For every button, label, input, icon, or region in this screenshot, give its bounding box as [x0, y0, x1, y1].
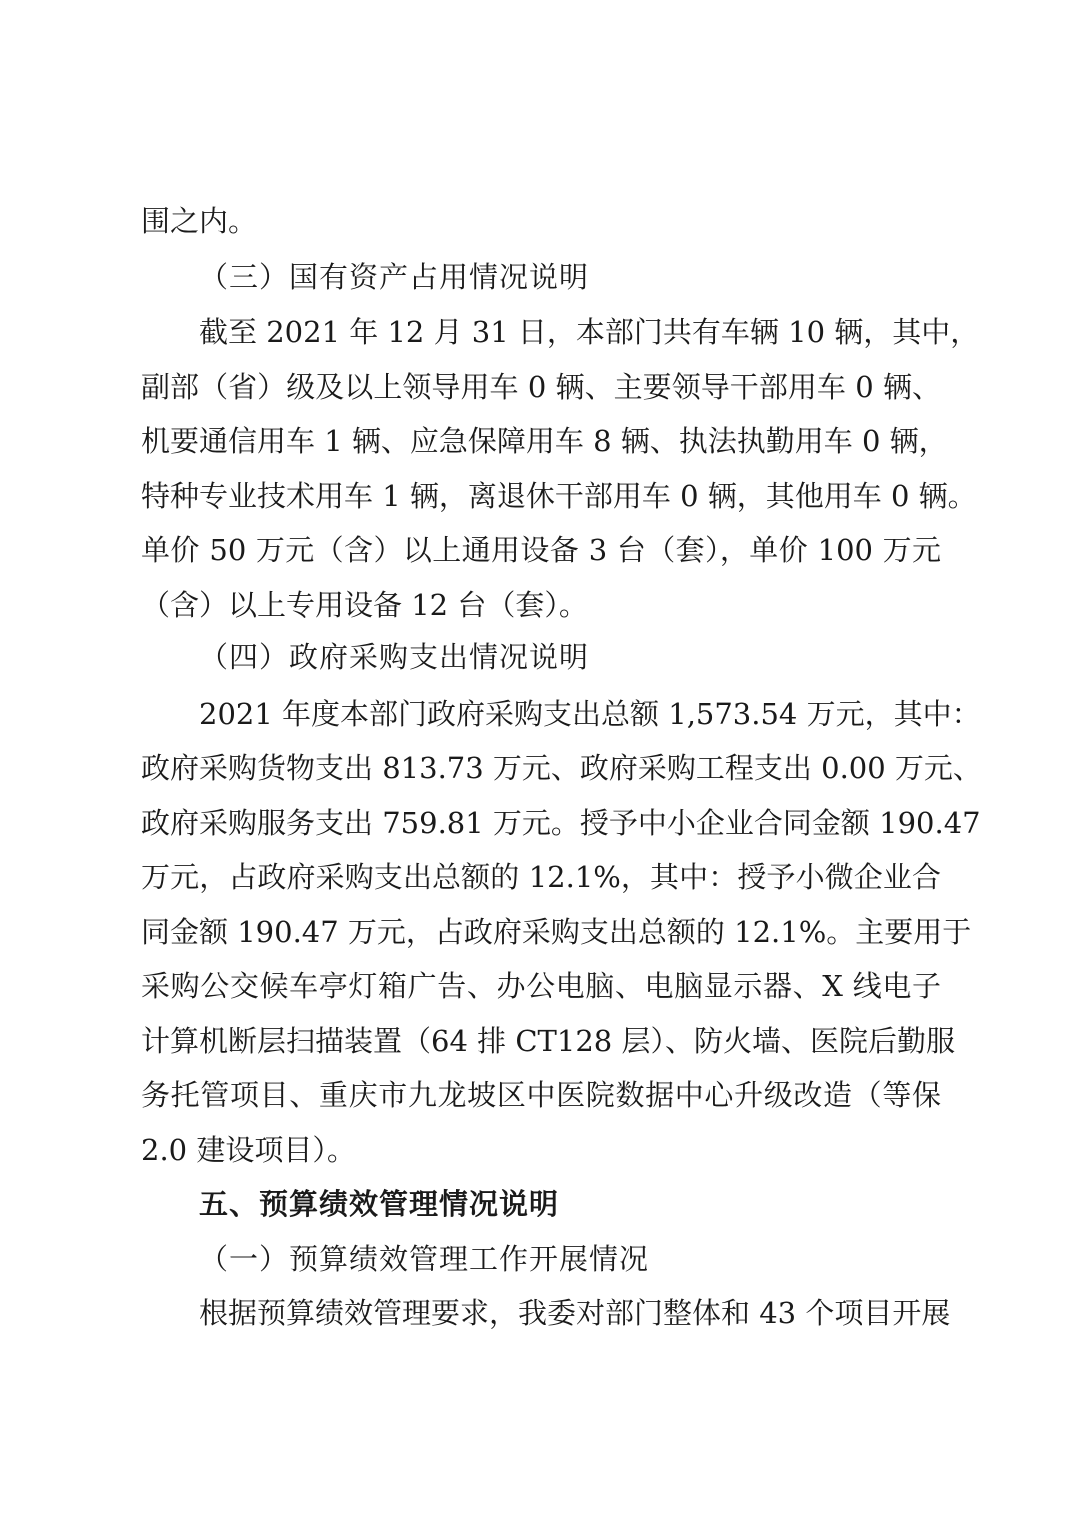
- section-heading: （一）预算绩效管理工作开展情况: [199, 1242, 650, 1276]
- body-text-line: 政府采购货物支出 813.73 万元、政府采购工程支出 0.00 万元、: [141, 751, 982, 785]
- body-text-line: 截至 2021 年 12 月 31 日，本部门共有车辆 10 辆，其中，: [199, 315, 980, 349]
- body-text-line: 围之内。: [141, 204, 258, 238]
- body-text-line: 根据预算绩效管理要求，我委对部门整体和 43 个项目开展: [199, 1296, 951, 1330]
- body-text-line: 万元，占政府采购支出总额的 12.1%，其中：授予小微企业合: [141, 860, 941, 894]
- body-text-line: 2.0 建设项目）。: [141, 1133, 356, 1167]
- body-text-line: 务托管项目、重庆市九龙坡区中医院数据中心升级改造（等保: [141, 1078, 941, 1112]
- chapter-heading: 五、预算绩效管理情况说明: [199, 1187, 560, 1221]
- body-text-line: 采购公交候车亭灯箱广告、办公电脑、电脑显示器、X 线电子: [141, 969, 941, 1003]
- body-text-line: （含）以上专用设备 12 台（套）。: [141, 588, 588, 622]
- body-text-line: 机要通信用车 1 辆、应急保障用车 8 辆、执法执勤用车 0 辆，: [141, 424, 948, 458]
- section-heading: （四）政府采购支出情况说明: [199, 640, 590, 674]
- body-text-line: 2021 年度本部门政府采购支出总额 1,573.54 万元，其中：: [199, 697, 981, 731]
- body-text-line: 计算机断层扫描装置（64 排 CT128 层）、防火墙、医院后勤服: [141, 1024, 955, 1058]
- body-text-line: 同金额 190.47 万元，占政府采购支出总额的 12.1%。主要用于: [141, 915, 972, 949]
- body-text-line: 政府采购服务支出 759.81 万元。授予中小企业合同金额 190.47: [141, 806, 981, 840]
- body-text-line: 特种专业技术用车 1 辆，离退休干部用车 0 辆，其他用车 0 辆。: [141, 479, 977, 513]
- body-text-line: 单价 50 万元（含）以上通用设备 3 台（套），单价 100 万元: [141, 533, 941, 567]
- body-text-line: 副部（省）级及以上领导用车 0 辆、主要领导干部用车 0 辆、: [141, 370, 941, 404]
- section-heading: （三）国有资产占用情况说明: [199, 260, 590, 294]
